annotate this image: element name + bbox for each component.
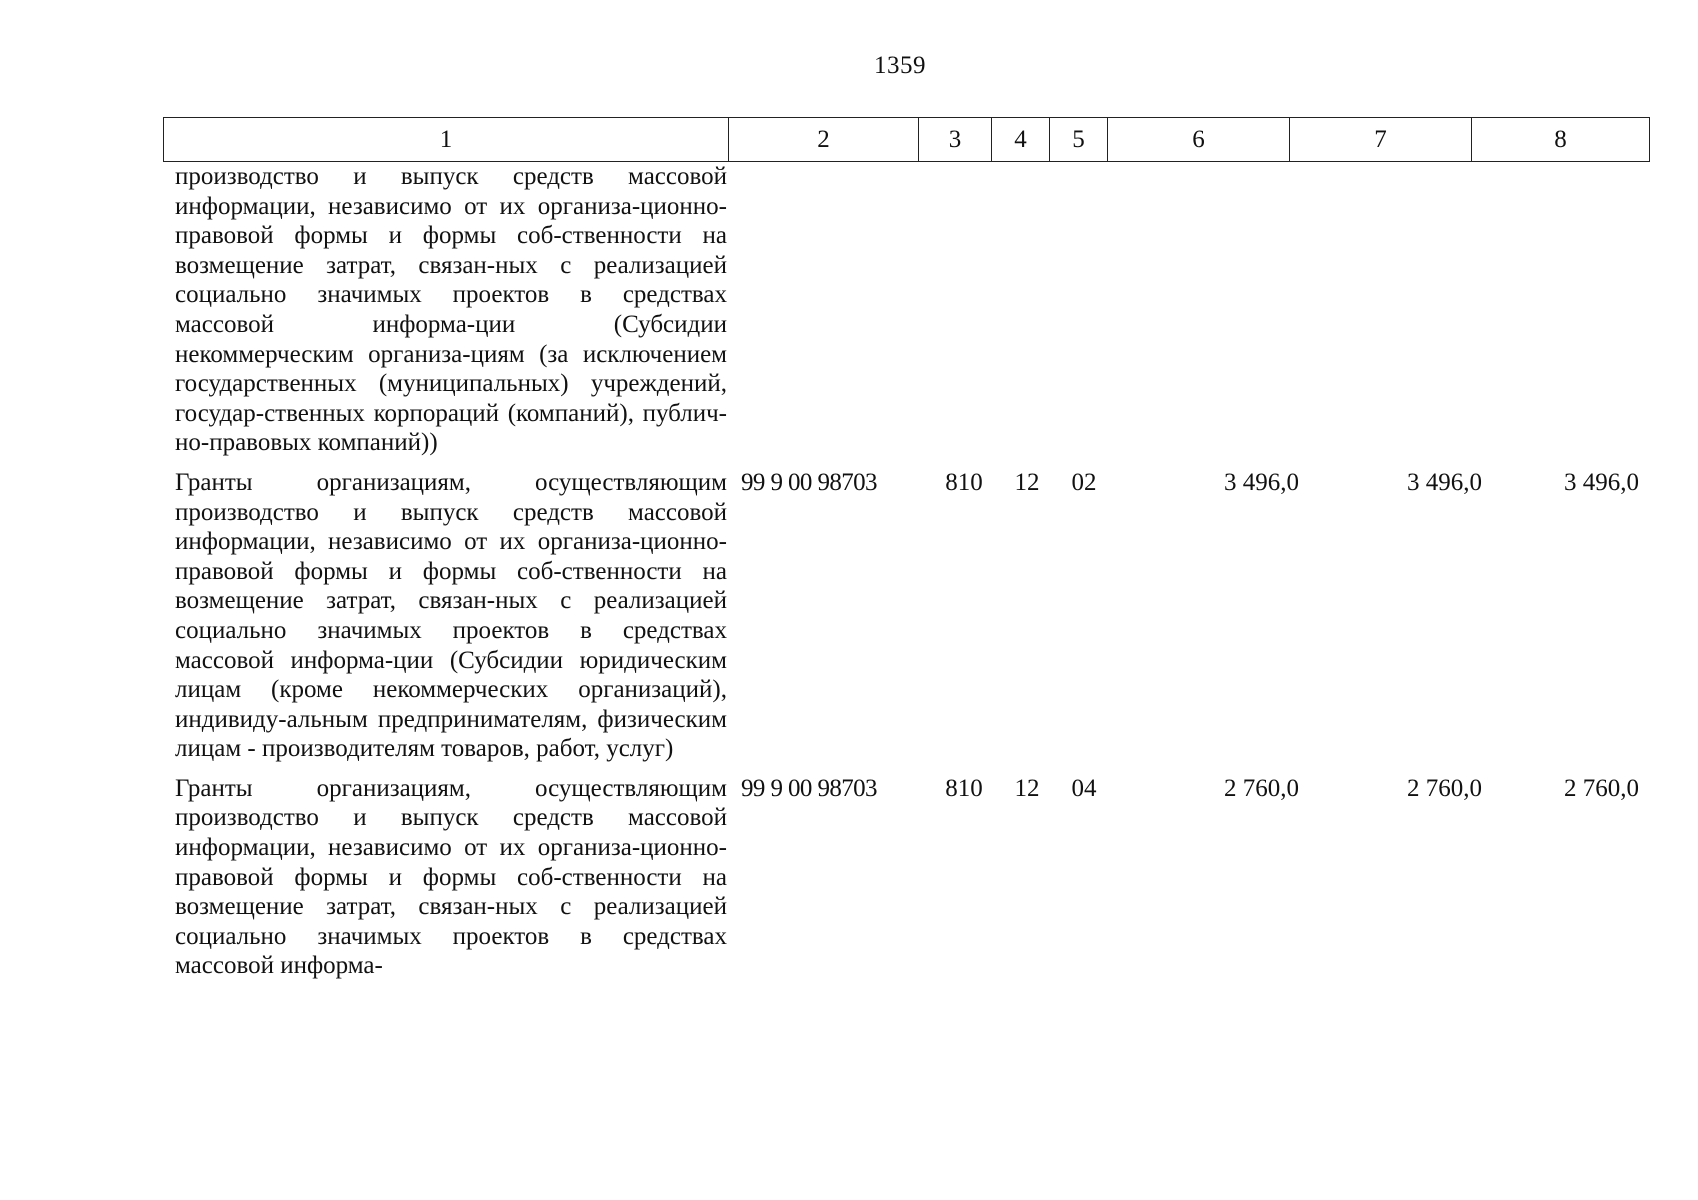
row-amount-2: 3 496,0	[1407, 468, 1482, 496]
row-section: 12	[1014, 468, 1040, 496]
table-header	[163, 117, 1650, 162]
row-subsection: 04	[1071, 774, 1097, 802]
header-col-6: 6	[1108, 118, 1290, 162]
header-col-3: 3	[919, 118, 992, 162]
header-col-5: 5	[1050, 118, 1108, 162]
header-col-4: 4	[992, 118, 1050, 162]
header-col-1: 1	[164, 118, 729, 162]
row-description: Гранты организациям, осуществляющим производство и выпуск средств массовой информации, независимо от их организа-ционно-правовой формы и формы соб-ственности на возмещение затрат, связан-ных с реализацией социально значимых проектов в средствах массовой информа-	[175, 774, 727, 980]
row-section: 12	[1014, 774, 1040, 802]
row-description: Гранты организациям, осуществляющим производство и выпуск средств массовой информации, независимо от их организа-ционно-правовой формы и формы соб-ственности на возмещение затрат, связан-ных с реализацией социально значимых проектов в средствах массовой информа-ции (Субсидии юридическим лицам (кроме некоммерческих организаций), индивиду-альным предпринимателям, физическим лицам - производителям товаров, работ, услуг)	[175, 468, 727, 763]
row-target-code: 99 9 00 98703	[741, 468, 877, 496]
row-amount-1: 2 760,0	[1224, 774, 1299, 802]
header-col-8: 8	[1472, 118, 1650, 162]
header-col-2: 2	[729, 118, 919, 162]
table-row	[163, 162, 1649, 458]
table-row	[163, 468, 1649, 764]
page-number: 1359	[874, 52, 926, 79]
table-row	[163, 774, 1649, 981]
table-body	[163, 162, 1649, 981]
row-subsection: 02	[1071, 468, 1097, 496]
row-amount-3: 3 496,0	[1564, 468, 1639, 496]
row-description: производство и выпуск средств массовой информации, независимо от их организа-ционно-правовой формы и формы соб-ственности на возмещение затрат, связан-ных с реализацией социально значимых проектов в средствах массовой информа-ции (Субсидии некоммерческим организа-циям (за исключением государственных (муниципальных) учреждений, государ-ственных корпораций (компаний), публич-но-правовых компаний))	[175, 163, 727, 457]
row-amount-1: 3 496,0	[1224, 468, 1299, 496]
header-col-7: 7	[1290, 118, 1472, 162]
row-amount-2: 2 760,0	[1407, 774, 1482, 802]
row-expense-type: 810	[945, 774, 983, 802]
row-target-code: 99 9 00 98703	[741, 774, 877, 802]
row-amount-3: 2 760,0	[1564, 774, 1639, 802]
row-expense-type: 810	[945, 468, 983, 496]
